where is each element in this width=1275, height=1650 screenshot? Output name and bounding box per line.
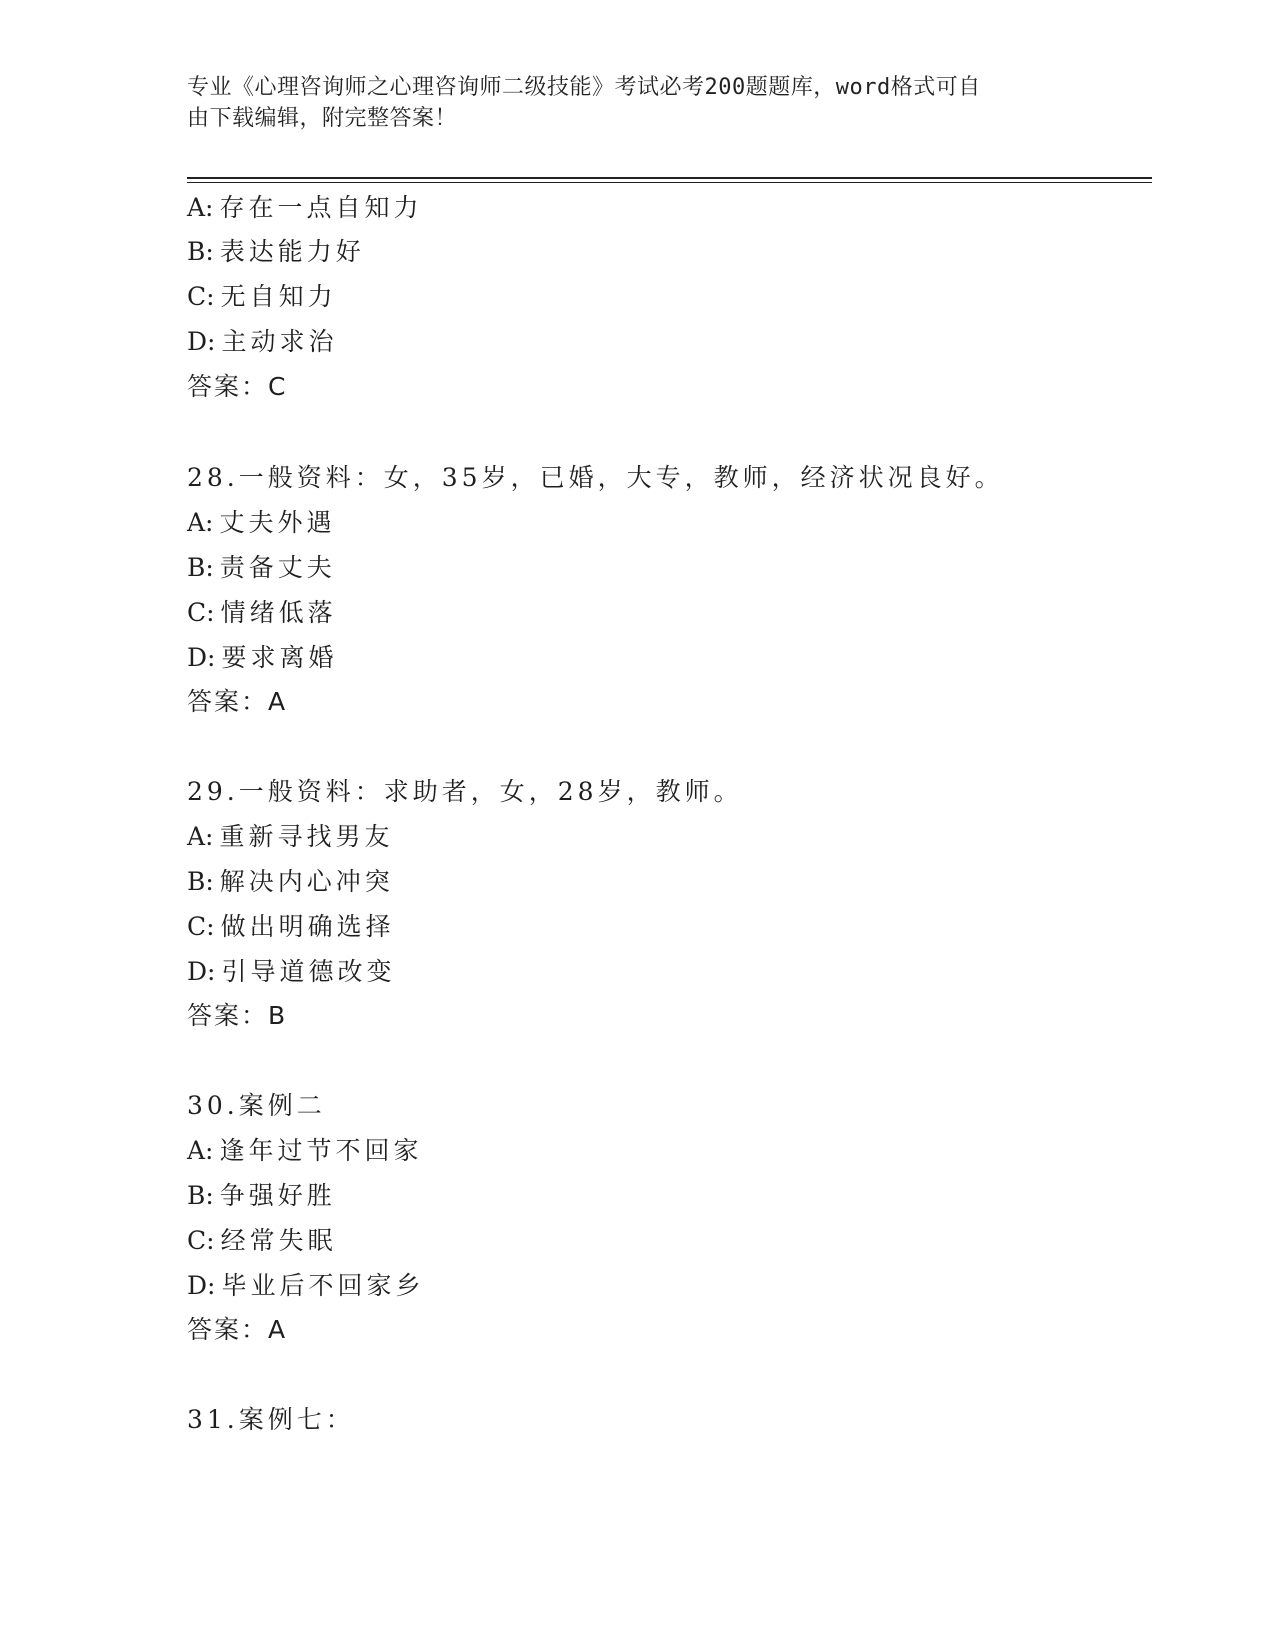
option-text: 存在一点自知力: [219, 193, 423, 222]
header-line-1: 专业《心理咨询师之心理咨询师二级技能》考试必考200题题库，word格式可自: [187, 75, 981, 100]
option-text: 解决内心冲突: [219, 867, 394, 896]
option-label: D:: [187, 327, 216, 356]
option-label: A:: [187, 822, 214, 851]
option-a: [187, 822, 394, 852]
option-a: [187, 508, 336, 538]
option-b: [187, 553, 336, 583]
option-label: D:: [187, 1271, 216, 1300]
option-d: [187, 957, 395, 987]
option-a: [187, 193, 423, 223]
header-divider-thin: [187, 182, 1152, 183]
answer-line: 答案：A: [187, 687, 288, 716]
option-label: C:: [187, 598, 215, 627]
option-c: [187, 1226, 337, 1256]
option-text: 无自知力: [220, 282, 337, 311]
option-c: [187, 598, 337, 628]
option-text: 经常失眠: [220, 1226, 337, 1255]
option-c: [187, 282, 337, 312]
option-b: [187, 867, 394, 897]
option-text: 逢年过节不回家: [219, 1136, 423, 1165]
option-label: C:: [187, 912, 215, 941]
option-label: A:: [187, 193, 214, 222]
option-a: [187, 1136, 423, 1166]
option-label: C:: [187, 1226, 215, 1255]
option-text: 毕业后不回家乡: [221, 1271, 425, 1300]
answer-line: 答案：C: [187, 372, 288, 401]
option-label: B:: [187, 867, 214, 896]
answer-line: 答案：A: [187, 1315, 288, 1344]
option-label: A:: [187, 508, 214, 537]
option-c: [187, 912, 395, 942]
option-b: [187, 237, 365, 267]
option-text: 引导道德改变: [221, 957, 396, 986]
option-d: [187, 643, 337, 673]
option-d: [187, 1271, 424, 1301]
option-label: B:: [187, 553, 214, 582]
answer-line: 答案：B: [187, 1001, 288, 1030]
option-label: D:: [187, 643, 216, 672]
option-label: B:: [187, 1181, 214, 1210]
option-text: 表达能力好: [219, 237, 365, 266]
option-text: 责备丈夫: [219, 553, 336, 582]
question-stem: 28.一般资料：女，35岁，已婚，大专，教师，经济状况良好。: [187, 463, 1004, 492]
header-divider-thick: [187, 177, 1152, 179]
option-text: 情绪低落: [220, 598, 337, 627]
question-stem: 30.案例二: [187, 1091, 326, 1120]
option-text: 丈夫外遇: [219, 508, 336, 537]
document-header: [187, 72, 1067, 134]
option-label: B:: [187, 237, 214, 266]
option-label: C:: [187, 282, 215, 311]
header-line-2: 由下载编辑，附完整答案！: [187, 106, 458, 131]
option-b: [187, 1181, 336, 1211]
option-label: D:: [187, 957, 216, 986]
option-text: 主动求治: [221, 327, 338, 356]
option-label: A:: [187, 1136, 214, 1165]
option-text: 争强好胜: [219, 1181, 336, 1210]
option-text: 重新寻找男友: [219, 822, 394, 851]
option-text: 要求离婚: [221, 643, 338, 672]
option-d: [187, 327, 337, 357]
option-text: 做出明确选择: [220, 912, 395, 941]
question-stem: 31.案例七：: [187, 1405, 355, 1434]
question-stem: 29.一般资料：求助者，女，28岁，教师。: [187, 777, 743, 806]
